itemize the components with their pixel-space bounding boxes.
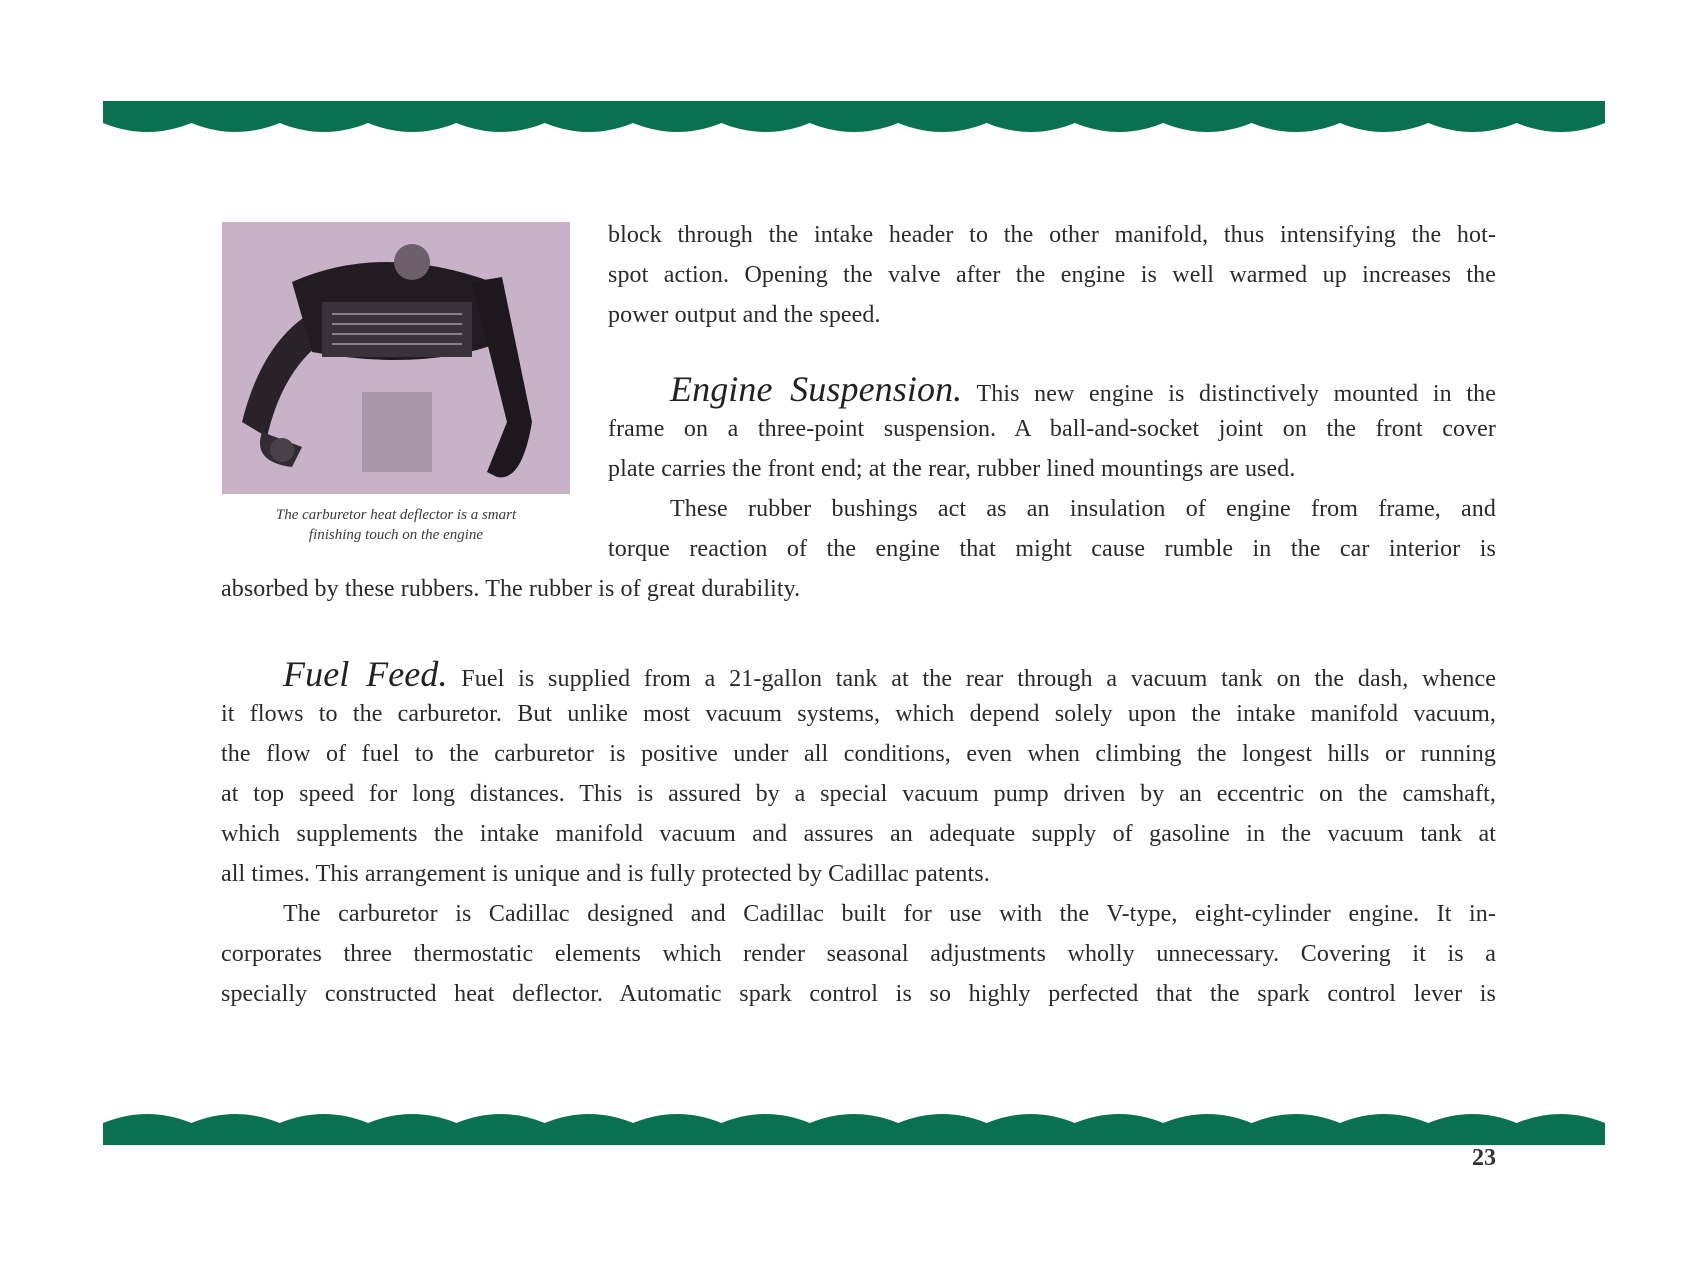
text-line: corporates three thermostatic elements which render seasonal adjustments wholly unnecessary. Covering it is a xyxy=(221,941,1496,967)
text-line: block through the intake header to the other manifold, thus intensifying the hot- xyxy=(608,222,1496,248)
text-line xyxy=(221,654,1496,694)
text-line xyxy=(608,369,1496,409)
text-line: The carburetor is Cadillac designed and Cadillac built for use with the V-type, eight-cylinder engine. It in- xyxy=(283,901,1496,927)
engine-photo xyxy=(222,222,570,494)
section-heading: Engine Suspension. xyxy=(670,369,963,409)
text-line: spot action. Opening the valve after the engine is well warmed up increases the xyxy=(608,262,1496,288)
text-line: which supplements the intake manifold vacuum and assures an adequate supply of gasoline in the vacuum tank at xyxy=(221,821,1496,847)
text-line: specially constructed heat deflector. Automatic spark control is so highly perfected that the spark control lever is xyxy=(221,981,1496,1007)
text-line: absorbed by these rubbers. The rubber is of great durability. xyxy=(221,576,801,602)
text-span: Fuel is supplied from a 21-gallon tank at the rear through a vacuum tank on the dash, whence xyxy=(461,666,1496,692)
text-line: the flow of fuel to the carburetor is positive under all conditions, even when climbing the longest hills or running xyxy=(221,741,1496,767)
text-line: These rubber bushings act as an insulation of engine from frame, and xyxy=(670,496,1496,522)
section-engine-suspension-continued xyxy=(221,569,1496,609)
top-scalloped-border xyxy=(103,101,1605,141)
section-heading: Fuel Feed. xyxy=(283,654,448,694)
section-fuel-feed xyxy=(221,654,1496,1014)
page-number: 23 xyxy=(1472,1145,1496,1171)
section-engine-suspension xyxy=(608,369,1496,569)
caption-line: finishing touch on the engine xyxy=(308,527,484,543)
text-line: torque reaction of the engine that might cause rumble in the car interior is xyxy=(608,536,1496,562)
text-line: power output and the speed. xyxy=(608,302,881,328)
text-line: at top speed for long distances. This is assured by a special vacuum pump driven by an eccentric on the camshaft, xyxy=(221,781,1496,807)
text-line: it flows to the carburetor. But unlike most vacuum systems, which depend solely upon the intake manifold vacuum, xyxy=(221,701,1496,727)
text-line: plate carries the front end; at the rear, rubber lined mountings are used. xyxy=(608,456,1296,482)
figure xyxy=(222,222,570,545)
text-span: This new engine is distinctively mounted in the xyxy=(976,381,1496,407)
figure-caption xyxy=(222,505,570,545)
paragraph-intake-header xyxy=(608,215,1496,335)
text-line: all times. This arrangement is unique and is fully protected by Cadillac patents. xyxy=(221,861,990,887)
caption-line: The carburetor heat deflector is a smart xyxy=(275,507,517,523)
text-line: frame on a three-point suspension. A ball-and-socket joint on the front cover xyxy=(608,416,1496,442)
bottom-scalloped-border xyxy=(103,1105,1605,1145)
